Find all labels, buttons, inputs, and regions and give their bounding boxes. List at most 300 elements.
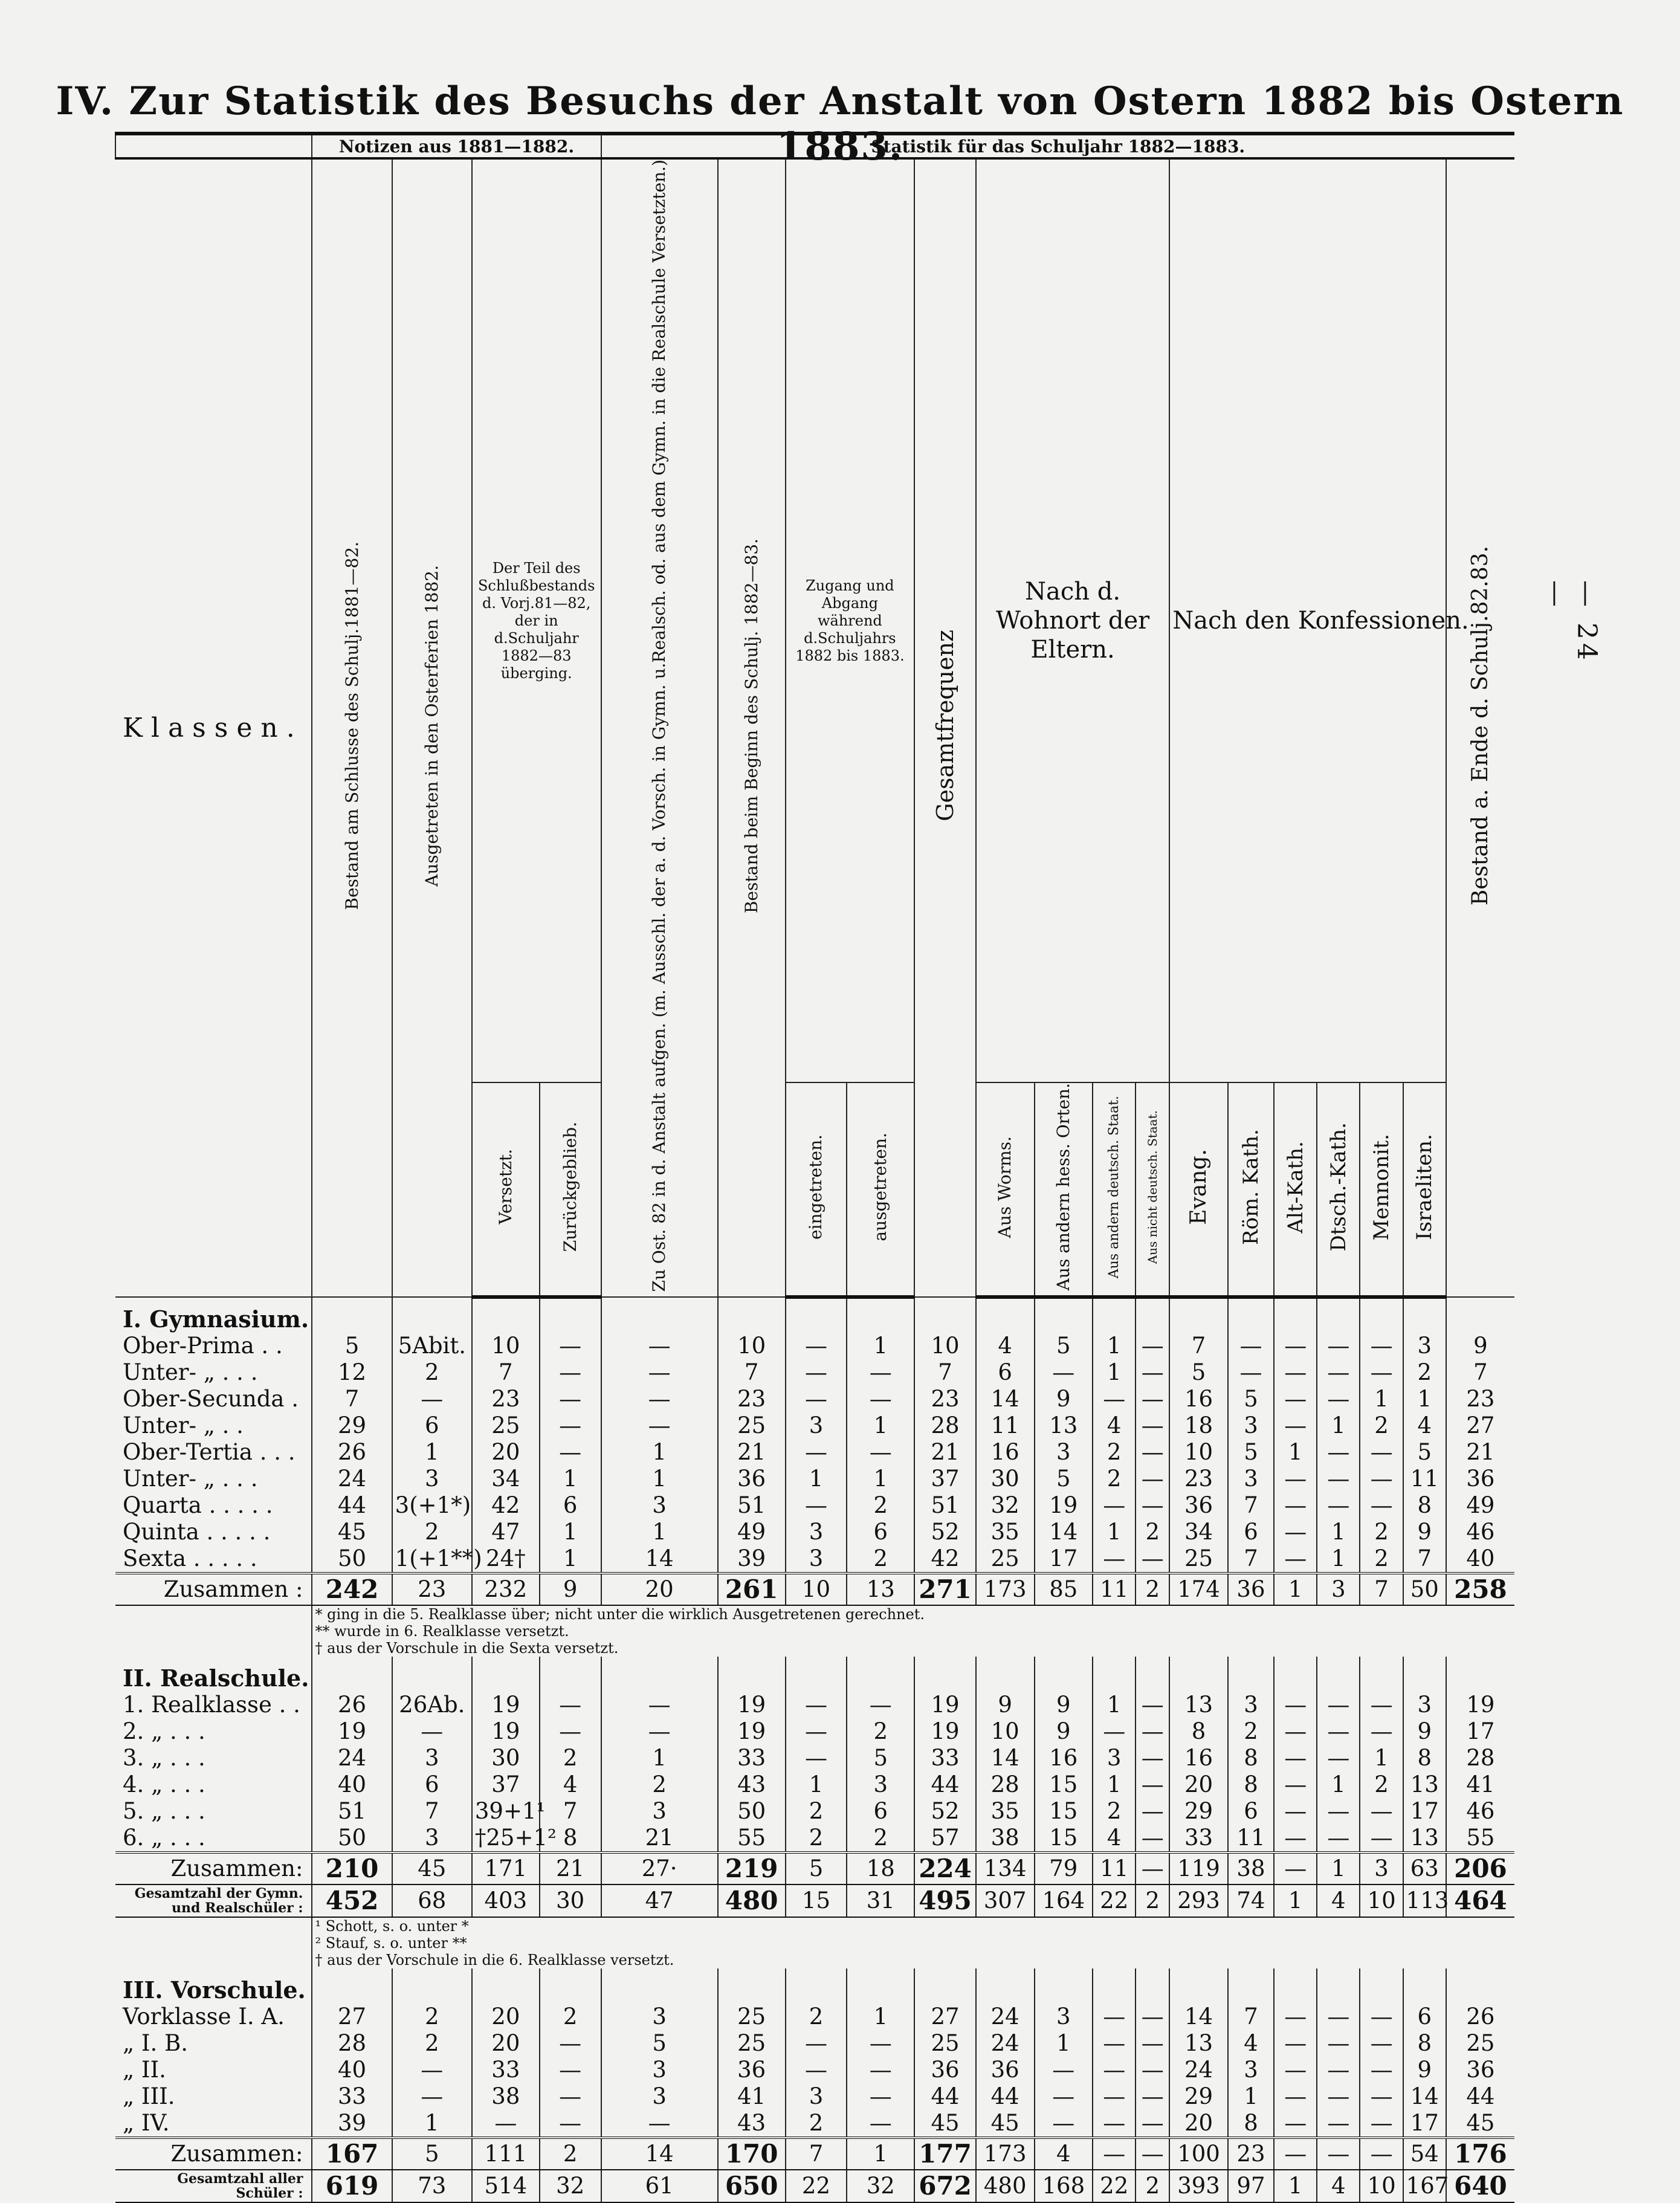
total-cell: 452 (312, 1884, 392, 1917)
table-cell: 11 (1403, 1466, 1446, 1492)
table-row (115, 1692, 1514, 1718)
sum-cell: — (1093, 2138, 1136, 2170)
table-cell: 1 (1317, 1519, 1360, 1545)
table-row (115, 1492, 1514, 1519)
zugang-group-header: Zugang und Abgang während d.Schuljahrs 1882 bis 1883. (786, 158, 915, 1082)
sum-cell: 2 (540, 2138, 601, 2170)
class-name: Ober-Secunda . (123, 1385, 299, 1412)
table-cell: 10 (1169, 1439, 1228, 1466)
notes-row (115, 1917, 1514, 1968)
sum-cell: 5 (392, 2138, 472, 2170)
table-cell: — (601, 2110, 718, 2138)
total-cell: 32 (847, 2170, 914, 2202)
total-cell: 47 (601, 1884, 718, 1917)
table-cell: — (1136, 1545, 1169, 1573)
table-cell: — (786, 1718, 847, 1745)
table-cell: — (540, 1692, 601, 1718)
table-cell: 17 (1403, 1798, 1446, 1825)
table-cell: — (1317, 1439, 1360, 1466)
table-cell: 21 (718, 1439, 786, 1466)
sum-cell: 232 (472, 1573, 540, 1605)
table-cell: 2 (1360, 1545, 1403, 1573)
table-cell: 23 (1446, 1386, 1514, 1412)
table-cell: — (1035, 2083, 1093, 2110)
table-cell: 19 (914, 1718, 976, 1745)
table-cell: — (1274, 1692, 1317, 1718)
table-cell: — (1360, 1718, 1403, 1745)
table-cell: 3 (1093, 1745, 1136, 1771)
table-cell: 2 (392, 1359, 472, 1386)
total-row (115, 1884, 1514, 1917)
sum-cell: 7 (1360, 1573, 1403, 1605)
table-cell: — (847, 1439, 914, 1466)
ausgetreten-header: Ausgetreten in den Osterferien 1882. (392, 158, 472, 1297)
table-cell: — (392, 2057, 472, 2083)
total-cell: 32 (540, 2170, 601, 2202)
footnote: † aus der Vorschule in die Sexta versetzt. (315, 1639, 619, 1657)
table-cell: 9 (1403, 1718, 1446, 1745)
sum-cell: 21 (540, 1852, 601, 1884)
table-cell: 16 (976, 1439, 1035, 1466)
table-cell: 4 (1403, 1412, 1446, 1439)
table-row (115, 2004, 1514, 2030)
bestand-beginn-header: Bestand beim Beginn des Schulj. 1882—83. (718, 158, 786, 1297)
table-cell: — (1093, 1718, 1136, 1745)
table-cell: 9 (1035, 1692, 1093, 1718)
sum-row (115, 1573, 1514, 1605)
table-cell: 1 (1317, 1412, 1360, 1439)
table-cell: 7 (1403, 1545, 1446, 1573)
table-cell: 23 (718, 1386, 786, 1412)
table-cell: 24 (976, 2030, 1035, 2057)
table-cell: — (1317, 1492, 1360, 1519)
class-name: 2. „ . . . (123, 1718, 205, 1744)
konfession-group-header: Nach den Konfessionen. (1169, 158, 1446, 1082)
table-row (115, 2030, 1514, 2057)
sum-cell: 134 (976, 1852, 1035, 1884)
table-cell: — (540, 1386, 601, 1412)
table-cell: 1 (1317, 1771, 1360, 1798)
table-cell: 2 (786, 1825, 847, 1852)
table-cell: 2 (1228, 1718, 1274, 1745)
table-cell: 1 (847, 1466, 914, 1492)
table-cell: — (1317, 1386, 1360, 1412)
table-cell: 8 (1403, 2030, 1446, 2057)
table-row (115, 2083, 1514, 2110)
table-cell: 9 (1035, 1386, 1093, 1412)
table-cell: — (601, 1386, 718, 1412)
table-cell: 1 (392, 2110, 472, 2138)
table-cell: — (1035, 2110, 1093, 2138)
table-cell: — (1136, 1492, 1169, 1519)
table-cell: — (1274, 2030, 1317, 2057)
footnote: * ging in die 5. Realklasse über; nicht unter die wirklich Ausgetretenen gerechnet. (315, 1605, 925, 1623)
table-cell: 47 (472, 1519, 540, 1545)
table-cell: 2 (392, 2004, 472, 2030)
table-cell: 29 (1169, 1798, 1228, 1825)
table-cell: 16 (1169, 1745, 1228, 1771)
total-cell: 480 (976, 2170, 1035, 2202)
table-cell: — (1093, 1492, 1136, 1519)
class-name: Unter- „ . . . (123, 1465, 258, 1492)
table-cell: 36 (718, 1466, 786, 1492)
section-title: I. Gymnasium. (123, 1305, 309, 1333)
table-cell: 28 (312, 2030, 392, 2057)
zurueck-header: Zurückgeblieb. (540, 1082, 601, 1296)
page-title: IV. Zur Statistik des Besuchs der Anstalt von Ostern 1882 bis Ostern 1883. (56, 79, 1624, 169)
table-cell: 41 (1446, 1771, 1514, 1798)
sum-cell: — (1274, 2138, 1317, 2170)
table-body (115, 1297, 1514, 2202)
table-cell: 19 (1446, 1692, 1514, 1718)
table-cell: — (1136, 1386, 1169, 1412)
table-cell: 42 (914, 1545, 976, 1573)
total-cell: 619 (312, 2170, 392, 2202)
table-cell: 3 (786, 2083, 847, 2110)
table-cell: — (540, 1359, 601, 1386)
table-cell: — (1136, 2110, 1169, 2138)
total-cell: 2 (1136, 1884, 1169, 1917)
sum-cell: 111 (472, 2138, 540, 2170)
table-cell: — (392, 2083, 472, 2110)
table-cell: 4 (976, 1333, 1035, 1359)
table-cell: 37 (914, 1466, 976, 1492)
table-cell: — (786, 1439, 847, 1466)
table-cell: — (847, 2030, 914, 2057)
table-cell: 5 (1228, 1439, 1274, 1466)
table-cell: — (1274, 2110, 1317, 2138)
nicht-deutsch-header: Aus nicht deutsch. Staat. (1136, 1082, 1169, 1296)
table-cell: †25+1² (472, 1825, 540, 1852)
table-cell: 19 (718, 1692, 786, 1718)
table-cell: 3 (601, 2083, 718, 2110)
table-cell: 5 (1403, 1439, 1446, 1466)
total-cell: 168 (1035, 2170, 1093, 2202)
table-cell: 25 (718, 2030, 786, 2057)
table-row (115, 1386, 1514, 1412)
sum-cell: 9 (540, 1573, 601, 1605)
sum-cell: — (1360, 2138, 1403, 2170)
table-cell: 40 (1446, 1545, 1514, 1573)
total-cell: 61 (601, 2170, 718, 2202)
total-cell: 403 (472, 1884, 540, 1917)
table-row (115, 1798, 1514, 1825)
table-cell: 7 (392, 1798, 472, 1825)
table-cell: 1 (786, 1771, 847, 1798)
table-cell: — (847, 1692, 914, 1718)
side-page-number: — 24 — (1540, 580, 1602, 664)
table-cell: 44 (914, 2083, 976, 2110)
gesamtfrequenz-header: Gesamtfrequenz (914, 158, 976, 1297)
table-cell: — (1317, 1359, 1360, 1386)
table-cell: 39 (718, 1545, 786, 1573)
table-cell: 25 (976, 1545, 1035, 1573)
table-cell: 25 (1446, 2030, 1514, 2057)
table-cell: 41 (718, 2083, 786, 2110)
total-cell: 164 (1035, 1884, 1093, 1917)
table-cell: 14 (976, 1386, 1035, 1412)
table-cell: — (1274, 1519, 1317, 1545)
sum-cell: 11 (1093, 1573, 1136, 1605)
wohnort-group-header: Nach d. Wohnort der Eltern. (976, 158, 1169, 1082)
class-name: „ IV. (123, 2109, 170, 2136)
table-cell: — (1274, 2057, 1317, 2083)
table-cell: 2 (1136, 1519, 1169, 1545)
table-cell: 1 (1317, 1545, 1360, 1573)
table-cell: — (1093, 2110, 1136, 2138)
table-cell: 9 (976, 1692, 1035, 1718)
section-row (115, 1657, 1514, 1692)
sum-cell: 261 (718, 1573, 786, 1605)
sum-label: Zusammen: (115, 1852, 312, 1884)
table-cell: 10 (914, 1333, 976, 1359)
class-name: „ I. B. (123, 2030, 189, 2056)
table-cell: 12 (312, 1359, 392, 1386)
table-cell: 2 (1093, 1798, 1136, 1825)
table-row (115, 1359, 1514, 1386)
table-cell: — (1274, 1718, 1317, 1745)
table-cell: 52 (914, 1798, 976, 1825)
table-cell: — (540, 1439, 601, 1466)
table-cell: — (847, 1386, 914, 1412)
roem-header: Röm. Kath. (1228, 1082, 1274, 1296)
sum-cell: — (1136, 1852, 1169, 1884)
table-cell: 3 (1403, 1692, 1446, 1718)
table-cell: 1 (601, 1439, 718, 1466)
table-cell: — (1228, 1333, 1274, 1359)
sum-cell: — (1317, 2138, 1360, 2170)
total-label: Gesamtzahl der Gymn. und Realschüler : (115, 1884, 312, 1917)
table-cell: 7 (718, 1359, 786, 1386)
sum-cell: 100 (1169, 2138, 1228, 2170)
table-cell: — (1136, 1466, 1169, 1492)
table-cell: — (1274, 1545, 1317, 1573)
table-cell: 36 (976, 2057, 1035, 2083)
table-cell: — (1317, 1333, 1360, 1359)
table-cell: 1 (847, 1333, 914, 1359)
table-cell: — (1360, 1333, 1403, 1359)
table-cell: 10 (718, 1333, 786, 1359)
table-cell: 20 (472, 2004, 540, 2030)
table-cell: 20 (472, 1439, 540, 1466)
table-cell: — (1136, 2083, 1169, 2110)
table-cell: — (601, 1333, 718, 1359)
table-cell: 49 (1446, 1492, 1514, 1519)
table-cell: — (1317, 1825, 1360, 1852)
total-cell: 4 (1317, 1884, 1360, 1917)
total-cell: 22 (1093, 2170, 1136, 2202)
table-cell: — (1360, 2004, 1403, 2030)
table-cell: — (1317, 1718, 1360, 1745)
table-cell: 2 (540, 2004, 601, 2030)
sum-cell: 171 (472, 1852, 540, 1884)
table-cell: — (1360, 1692, 1403, 1718)
sum-cell: 1 (847, 2138, 914, 2170)
sum-cell: 38 (1228, 1852, 1274, 1884)
total-cell: 1 (1274, 1884, 1317, 1917)
class-name: 1. Realklasse . . (123, 1691, 300, 1718)
sum-cell: 174 (1169, 1573, 1228, 1605)
eingetreten-header: eingetreten. (786, 1082, 847, 1296)
table-cell: 3 (1228, 2057, 1274, 2083)
table-cell: 25 (914, 2030, 976, 2057)
table-cell: 39+1¹ (472, 1798, 540, 1825)
table-cell: — (1093, 1545, 1136, 1573)
table-cell: — (786, 1359, 847, 1386)
table-cell: — (1093, 2083, 1136, 2110)
sum-cell: 10 (786, 1573, 847, 1605)
table-cell: — (1360, 1492, 1403, 1519)
total-cell: 22 (1093, 1884, 1136, 1917)
table-row (115, 1412, 1514, 1439)
sum-cell: — (1274, 1852, 1317, 1884)
table-cell: — (540, 2057, 601, 2083)
table-cell: 14 (1169, 2004, 1228, 2030)
class-name: Quinta . . . . . (123, 1518, 271, 1545)
table-cell: 20 (1169, 2110, 1228, 2138)
sum-label: Zusammen : (115, 1573, 312, 1605)
table-cell: — (847, 1359, 914, 1386)
table-cell: 1 (1403, 1386, 1446, 1412)
section-title: II. Realschule. (123, 1664, 309, 1692)
table-cell: 36 (1446, 2057, 1514, 2083)
table-cell: 13 (1403, 1825, 1446, 1852)
footnotes (312, 1605, 1514, 1657)
table-cell: — (540, 2110, 601, 2138)
statistik-header: Statistik für das Schuljahr 1882—1883. (601, 134, 1515, 158)
table-cell: — (1093, 1386, 1136, 1412)
table-cell: 3 (847, 1771, 914, 1798)
sum-cell: 176 (1446, 2138, 1514, 2170)
table-cell: — (1317, 1745, 1360, 1771)
table-cell: — (1136, 1692, 1169, 1718)
class-name: Ober-Prima . . (123, 1332, 283, 1359)
table-cell: — (1274, 1359, 1317, 1386)
table-cell: — (1136, 1412, 1169, 1439)
table-cell: 6 (1403, 2004, 1446, 2030)
table-cell: — (1317, 2110, 1360, 2138)
class-name: „ III. (123, 2083, 175, 2109)
sum-cell: 271 (914, 1573, 976, 1605)
table-cell: 3 (1035, 2004, 1093, 2030)
sum-cell: 170 (718, 2138, 786, 2170)
table-cell: 43 (718, 2110, 786, 2138)
sum-cell: 242 (312, 1573, 392, 1605)
table-cell: 1 (1228, 2083, 1274, 2110)
table-cell: 33 (472, 2057, 540, 2083)
total-label: Gesamtzahl aller Schüler : (115, 2170, 312, 2202)
table-cell: 27 (312, 2004, 392, 2030)
table-cell: 36 (1169, 1492, 1228, 1519)
table-cell: 45 (914, 2110, 976, 2138)
table-cell: 45 (312, 1519, 392, 1545)
table-cell: — (1274, 1798, 1317, 1825)
total-cell: 167 (1403, 2170, 1446, 2202)
table-cell: — (1136, 1771, 1169, 1798)
table-cell: 4 (540, 1771, 601, 1798)
table-cell: 3 (392, 1466, 472, 1492)
sum-cell: 206 (1446, 1852, 1514, 1884)
table-cell: 25 (718, 1412, 786, 1439)
table-cell: 37 (472, 1771, 540, 1798)
table-row (115, 1771, 1514, 1798)
class-name: 6. „ . . . (123, 1824, 205, 1851)
table-cell: 3 (601, 1798, 718, 1825)
table-cell: 24† (472, 1545, 540, 1573)
table-cell: 33 (914, 1745, 976, 1771)
evang-header: Evang. (1169, 1082, 1228, 1296)
table-cell: 1 (1093, 1692, 1136, 1718)
table-cell: 3 (1403, 1333, 1446, 1359)
table-cell: 7 (1169, 1333, 1228, 1359)
sum-cell: 219 (718, 1852, 786, 1884)
table-cell: 36 (1446, 1466, 1514, 1492)
worms-header: Aus Worms. (976, 1082, 1035, 1296)
hess-header: Aus andern hess. Orten. (1035, 1082, 1093, 1296)
alt-header: Alt-Kath. (1274, 1082, 1317, 1296)
table-row (115, 1439, 1514, 1466)
bestand-schluss-header: Bestand am Schlusse des Schulj.1881—82. (312, 158, 392, 1297)
table-cell: 50 (312, 1825, 392, 1852)
table-cell: 33 (1169, 1825, 1228, 1852)
sum-cell: 7 (786, 2138, 847, 2170)
table-cell: 36 (718, 2057, 786, 2083)
table-cell: — (1093, 2004, 1136, 2030)
table-cell: 1 (540, 1519, 601, 1545)
table-cell: — (1274, 2004, 1317, 2030)
table-cell: — (1136, 1359, 1169, 1386)
sum-cell: 258 (1446, 1573, 1514, 1605)
table-cell: — (540, 2083, 601, 2110)
sum-cell: 3 (1317, 1573, 1360, 1605)
deutsch-header: Aus andern deutsch. Staat. (1093, 1082, 1136, 1296)
table-cell: — (1317, 1798, 1360, 1825)
table-cell: — (1317, 1466, 1360, 1492)
total-cell: 393 (1169, 2170, 1228, 2202)
table-cell: 26 (1446, 2004, 1514, 2030)
table-cell: — (1136, 1798, 1169, 1825)
table-cell: — (1317, 2083, 1360, 2110)
table-cell: 46 (1446, 1519, 1514, 1545)
table-cell: 13 (1035, 1412, 1093, 1439)
table-cell: 25 (1169, 1545, 1228, 1573)
table-cell: 1 (847, 1412, 914, 1439)
table-cell: — (786, 2030, 847, 2057)
table-cell: 26Ab. (392, 1692, 472, 1718)
total-cell: 672 (914, 2170, 976, 2202)
sum-cell: 210 (312, 1852, 392, 1884)
table-cell: 40 (312, 1771, 392, 1798)
table-cell: 11 (1228, 1825, 1274, 1852)
table-row (115, 1745, 1514, 1771)
table-cell: 51 (312, 1798, 392, 1825)
table-cell: 4 (1093, 1825, 1136, 1852)
total-cell: 74 (1228, 1884, 1274, 1917)
table-cell: 1 (786, 1466, 847, 1492)
table-cell: 15 (1035, 1825, 1093, 1852)
section-title: III. Vorschule. (123, 1976, 306, 2004)
table-cell: — (601, 1692, 718, 1718)
table-cell: 43 (718, 1771, 786, 1798)
table-cell: 8 (1403, 1745, 1446, 1771)
table-row (115, 1825, 1514, 1852)
table-cell: — (540, 1412, 601, 1439)
table-cell: 1 (1093, 1519, 1136, 1545)
total-cell: 73 (392, 2170, 472, 2202)
sum-cell: 167 (312, 2138, 392, 2170)
class-name: „ II. (123, 2056, 166, 2083)
table-cell: 2 (1360, 1519, 1403, 1545)
